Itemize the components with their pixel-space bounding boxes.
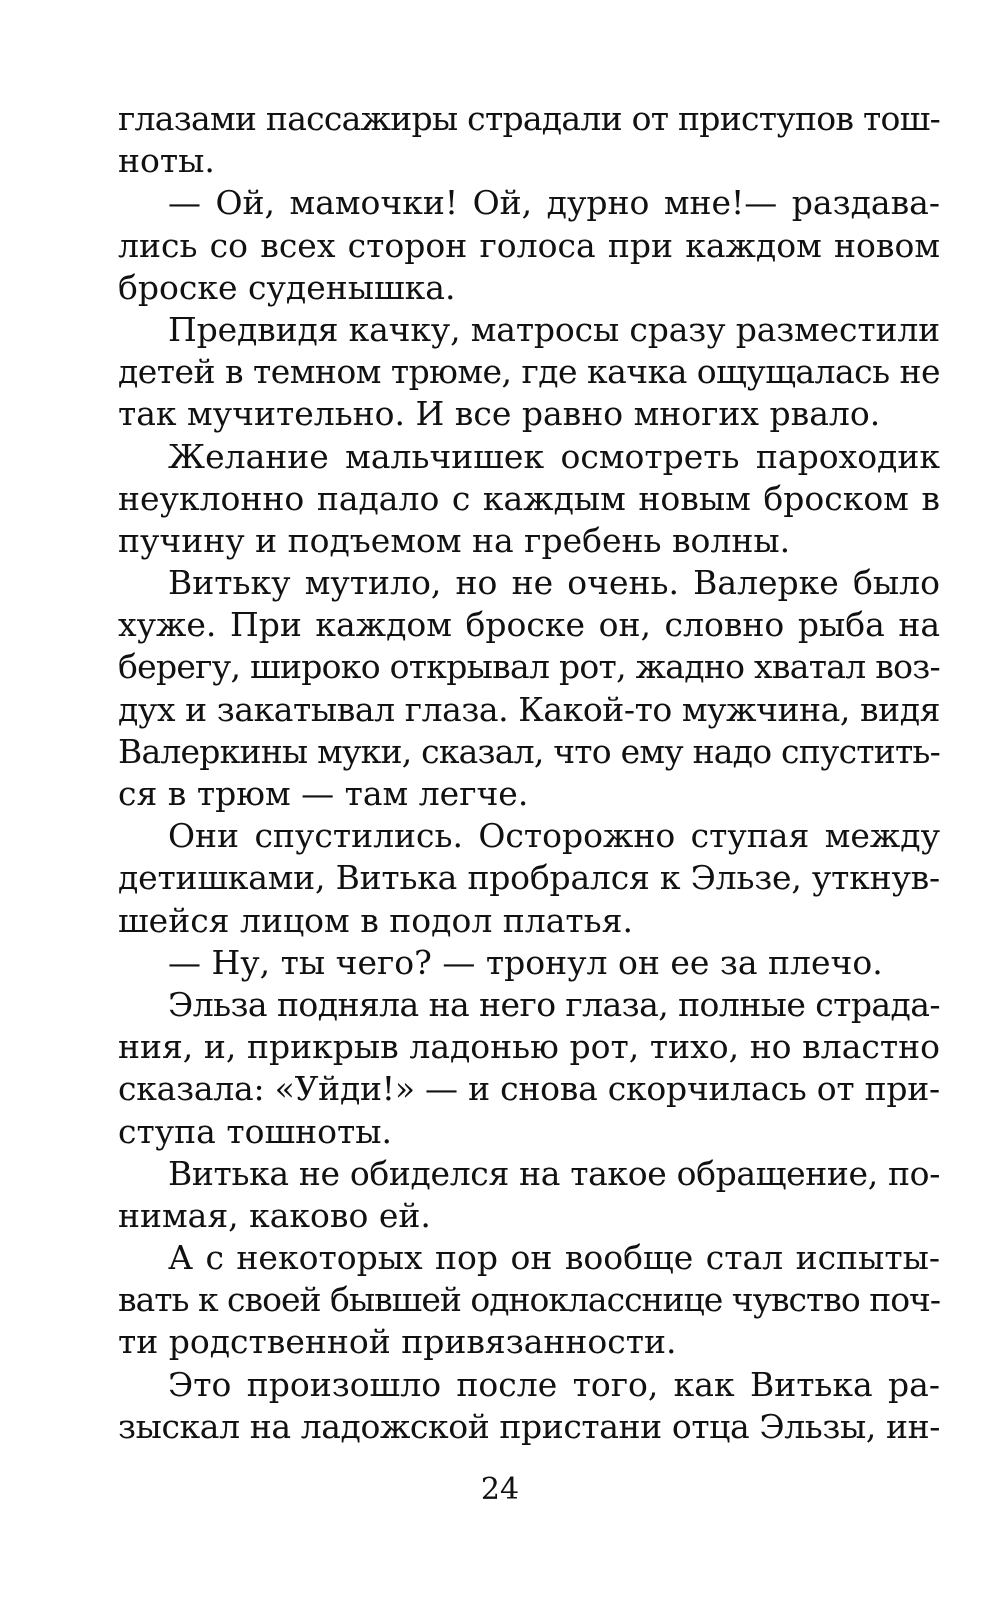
text-line: дух и закатывал глаза. Какой-то мужчина, видя — [118, 689, 941, 729]
text-line: ти родственной привязанности. — [118, 1322, 677, 1362]
text-line: Это произошло после того, как Витька ра- — [168, 1364, 940, 1404]
text-line: Желание мальчишек осмотреть пароходик — [168, 436, 940, 476]
text-line: ноты. — [118, 141, 215, 181]
text-line: нимая, каково ей. — [118, 1195, 431, 1235]
text-line: Они спустились. Осторожно ступая между — [168, 816, 940, 856]
page-number: 24 — [480, 1472, 520, 1507]
text-line: ступа тошноты. — [118, 1111, 392, 1151]
text-line: так мучительно. И все равно многих рвало. — [118, 394, 881, 434]
text-line: зыскал на ладожской пристани отца Эльзы, ин- — [118, 1406, 940, 1446]
text-line: броске суденышка. — [118, 267, 456, 307]
text-line: шейся лицом в подол платья. — [118, 900, 633, 940]
text-line: Эльза подняла на него глаза, полные страда- — [168, 984, 940, 1024]
text-line: Валеркины муки, сказал, что ему надо спустить- — [118, 731, 940, 771]
text-line: пучину и подъемом на гребень волны. — [118, 520, 791, 560]
text-line: Витька не обиделся на такое обращение, по- — [168, 1153, 941, 1193]
text-line: хуже. При каждом броске он, словно рыба на — [118, 605, 940, 645]
text-line: — Ну, ты чего? — тронул он ее за плечо. — [168, 942, 883, 982]
text-line: детей в темном трюме, где качка ощущалась не — [118, 352, 940, 392]
text-line: А с некоторых пор он вообще стал испыты- — [168, 1238, 940, 1278]
text-line: Предвидя качку, матросы сразу разместили — [168, 309, 940, 349]
text-line: ния, и, прикрыв ладонью рот, тихо, но властно — [118, 1027, 940, 1067]
text-line: — Ой, мамочки! Ой, дурно мне!— раздава- — [168, 183, 940, 223]
text-line: детишками, Витька пробрался к Эльзе, уткнув- — [118, 858, 940, 898]
text-line: Витьку мутило, но не очень. Валерке было — [168, 563, 940, 603]
text-line: ся в трюм — там легче. — [118, 774, 529, 813]
text-line: вать к своей бывшей однокласснице чувство поч- — [118, 1280, 941, 1320]
text-line: лись со всех сторон голоса при каждом новом — [118, 225, 940, 265]
text-line: сказала: «Уйди!» — и снова скорчилась от при- — [118, 1069, 940, 1109]
text-line: берегу, широко открывал рот, жадно хватал воз- — [118, 647, 940, 687]
text-line: глазами пассажиры страдали от приступов тош- — [118, 99, 941, 138]
text-line: неуклонно падало с каждым новым броском в — [118, 478, 940, 518]
body-text — [118, 98, 940, 1448]
